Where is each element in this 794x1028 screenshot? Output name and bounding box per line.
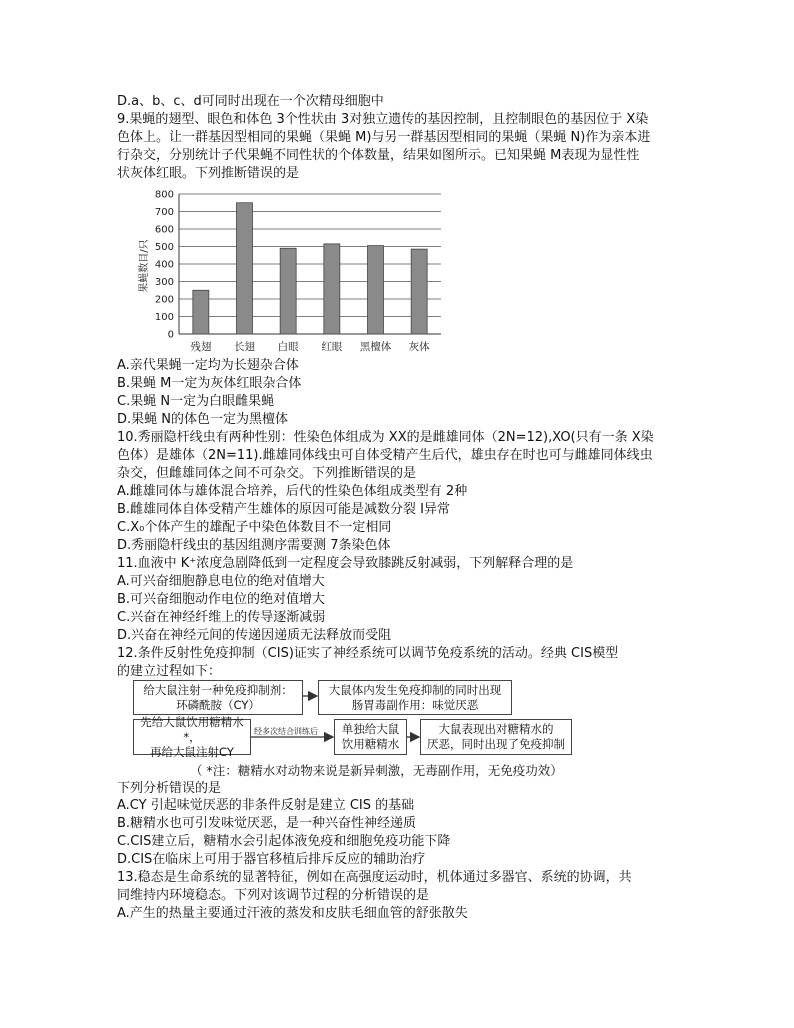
- x-tick-label: 灰体: [408, 341, 430, 353]
- q9-option-d: D.果蝇 N的体色一定为黑檀体: [117, 412, 288, 427]
- q10-stem-line: 10.秀丽隐杆线虫有两种性别：性染色体组成为 XX的是雌雄同体（2N=12),XO(只有一条 X染: [117, 430, 654, 445]
- diagram-box-saccharin-only: 单独给大鼠 饮用糖精水: [334, 719, 407, 755]
- q12-option-c: C.CIS建立后，糖精水会引起体液免疫和细胞免疫功能下降: [117, 834, 451, 849]
- y-tick-label: 100: [154, 312, 174, 323]
- x-tick-label: 残翅: [190, 341, 212, 353]
- q11-option-c: C.兴奋在神经纤维上的传导逐渐减弱: [117, 610, 326, 625]
- q9-option-b: B.果蝇 M一定为灰体红眼杂合体: [117, 376, 302, 391]
- q9-option-c: C.果蝇 N一定为白眼雌果蝇: [117, 394, 275, 409]
- q9-option-a: A.亲代果蝇一定均为长翅杂合体: [117, 358, 299, 373]
- arrow-label-training: 经多次结合训练后: [254, 727, 318, 736]
- x-tick-label: 长翅: [234, 341, 255, 353]
- q13-stem-line: 13.稳态是生命系统的显著特征，例如在高强度运动时，机体通过多器官、系统的协调，共: [117, 870, 632, 885]
- y-tick-label: 600: [154, 224, 174, 236]
- q10-option-a: A.雌雄同体与雄体混合培养，后代的性染色体组成类型有 2种: [117, 484, 468, 499]
- q11-option-a: A.可兴奋细胞静息电位的绝对值增大: [117, 574, 325, 589]
- q13-stem-line: 同维持内环境稳态。下列对该调节过程的分析错误的是: [117, 888, 430, 903]
- diagram-box-inject-cy: 给大鼠注射一种免疫抑制剂： 环磷酰胺（CY）: [133, 680, 303, 715]
- q13-option-a: A.产生的热量主要通过汗液的蒸发和皮肤毛细血管的舒张散失: [117, 906, 468, 921]
- q12-stem-line: 12.条件反射性免疫抑制（CIS)证实了神经系统可以调节免疫系统的活动。经典 CIS模型: [117, 646, 619, 661]
- q10-stem-line: 杂交，但雌雄同体之间不可杂交。下列推断错误的是: [117, 466, 417, 481]
- q9-stem-line: 行杂交，分别统计子代果蝇不同性状的个体数量，结果如图所示。已知果蝇 M表现为显性性: [117, 148, 640, 163]
- x-tick-label: 白眼: [277, 341, 299, 353]
- diagram-box-result: 大鼠表现出对糖精水的 厌恶，同时出现了免疫抑制: [420, 719, 572, 755]
- q12-option-b: B.糖精水也可引发味觉厌恶，是一种兴奋性神经递质: [117, 816, 417, 831]
- y-tick-label: 800: [154, 189, 174, 201]
- y-tick-label: 400: [154, 259, 174, 271]
- y-tick-label: 200: [154, 294, 174, 306]
- q10-stem-line: 色体）是雄体（2N=11).雌雄同体线虫可自体受精产生后代，雄虫存在时也可与雌雄同体线虫: [117, 448, 653, 463]
- q9-stem-line: 9.果蝇的翅型、眼色和体色 3个性状由 3对独立遗传的基因控制，且控制眼色的基因位于 X染: [117, 112, 649, 127]
- diagram-box-immunosuppression: 大鼠体内发生免疫抑制的同时出现 肠胃毒副作用：味觉厌恶: [318, 680, 512, 715]
- q9-stem-line: 状灰体红眼。下列推断错误的是: [117, 166, 300, 181]
- q10-option-b: B.雌雄同体自体受精产生雄体的原因可能是减数分裂 I异常: [117, 502, 451, 517]
- previous-question-option-d: D.a、b、c、d可同时出现在一个次精母细胞中: [117, 94, 384, 109]
- x-tick-label: 黑檀体: [359, 341, 392, 353]
- q10-option-c: C.X₀个体产生的雄配子中染色体数目不一定相同: [117, 520, 392, 535]
- y-tick-label: 300: [154, 277, 174, 288]
- q10-option-d: D.秀丽隐杆线虫的基因组测序需要测 7条染色体: [117, 538, 391, 553]
- q11-option-b: B.可兴奋细胞动作电位的绝对值增大: [117, 592, 326, 607]
- x-tick-label: 红眼: [321, 341, 343, 353]
- diagram-box-saccharin-then-cy: 先给大鼠饮用糖精水*， 再给大鼠注射CY: [133, 719, 251, 755]
- chart-y-axis-label: 果蝇数目/只: [139, 239, 150, 293]
- diagram-footnote: （ *注：糖精水对动物来说是新异刺激，无毒副作用，无免疫功效）: [190, 763, 563, 778]
- q12-lead: 下列分析错误的是: [117, 781, 222, 796]
- q11-stem-line: 11.血液中 K⁺浓度急剧降低到一定程度会导致膝跳反射减弱，下列解释合理的是: [117, 556, 574, 571]
- q12-option-d: D.CIS在临床上可用于器官移植后排斥反应的辅助治疗: [117, 852, 426, 867]
- q12-stem-line: 的建立过程如下：: [117, 664, 222, 679]
- q12-option-a: A.CY 引起味觉厌恶的非条件反射是建立 CIS 的基础: [117, 798, 415, 813]
- y-tick-label: 0: [167, 329, 174, 341]
- y-tick-label: 500: [154, 242, 174, 253]
- q9-stem-line: 色体上。让一群基因型相同的果蝇（果蝇 M)与另一群基因型相同的果蝇（果蝇 N)作为亲本进: [117, 130, 651, 145]
- y-tick-label: 700: [154, 207, 174, 218]
- q11-option-d: D.兴奋在神经元间的传递因递质无法释放而受阻: [117, 628, 392, 643]
